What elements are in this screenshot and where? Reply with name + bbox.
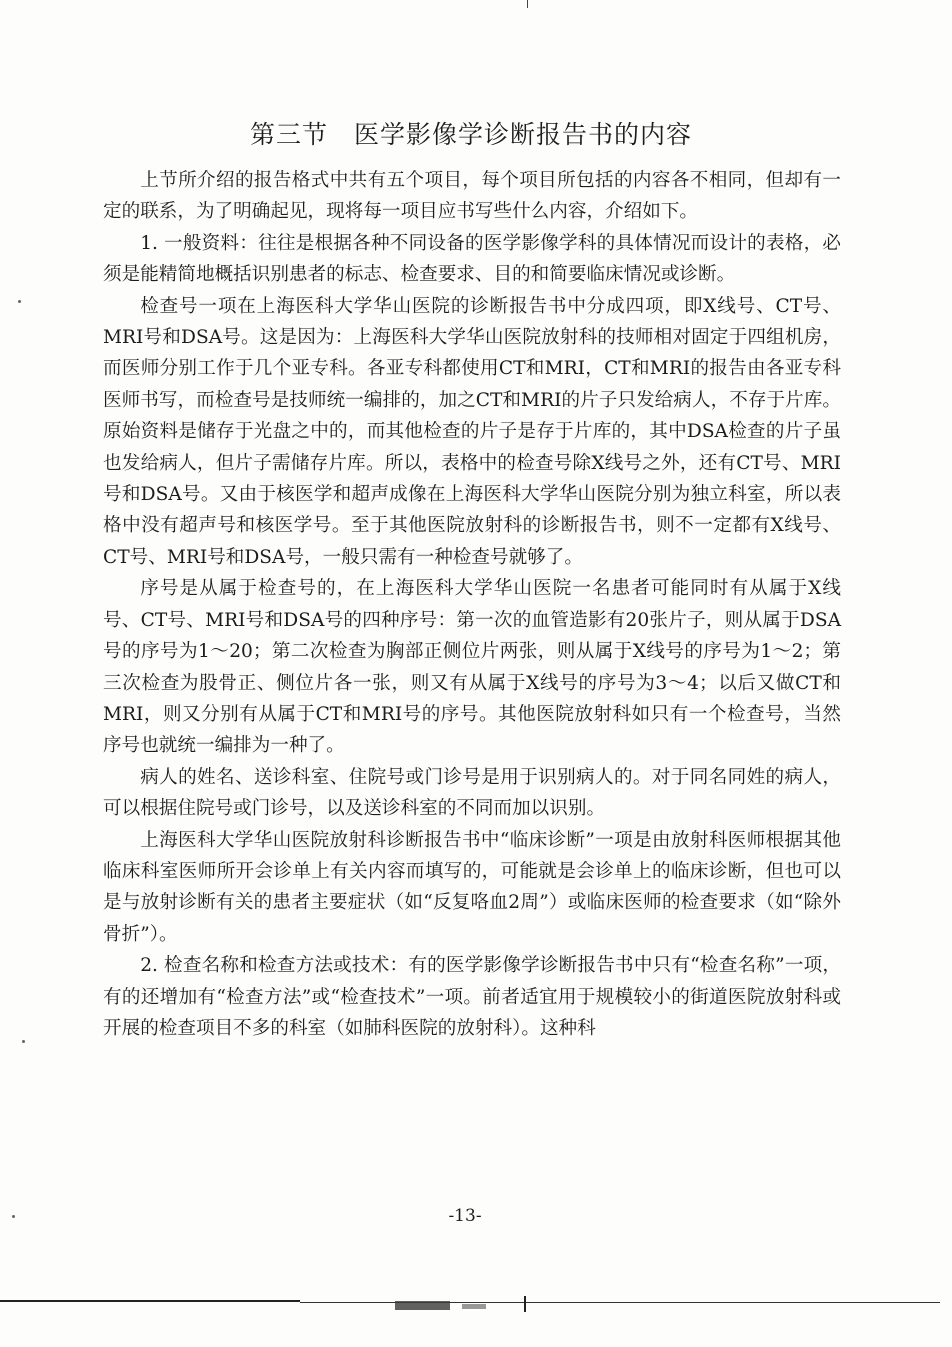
paragraph-exam-name: 2. 检查名称和检查方法或技术：有的医学影像学诊断报告书中只有“检查名称”一项，有的还增加有“检查方法”或“检查技术”一项。前者适宜用于规模较小的街道医院放射科或开展的检查项目不多的科室（如肺科医院的放射科）。这种科 [103, 955, 841, 1039]
paragraph-intro: 上节所介绍的报告格式中共有五个项目，每个项目所包括的内容各不相同，但却有一定的联系，为了明确起见，现将每一项目应书写些什么内容，介绍如下。 [103, 170, 841, 223]
body-text [103, 165, 841, 1044]
paragraph-exam-number: 检查号一项在上海医科大学华山医院的诊断报告书中分成四项，即X线号、CT号、MRI号和DSA号。这是因为：上海医科大学华山医院放射科的技师相对固定于四组机房，而医师分别工作于几个亚专科。各亚专科都使用CT和MRI，CT和MRI的报告由各亚专科医师书写，而检查号是技师统一编排的，加之CT和MRI的片子只发给病人，不存于片库。原始资料是储存于光盘之中的，而其他检查的片子是存于片库的，其中DSA检查的片子虽也发给病人，但片子需储存片库。所以，表格中的检查号除X线号之外，还有CT号、MRI号和DSA号。又由于核医学和超声成像在上海医科大学华山医院分别为独立科室，所以表格中没有超声号和核医学号。至于其他医院放射科的诊断报告书，则不一定都有X线号、CT号、MRI号和DSA号，一般只需有一种检查号就够了。 [103, 295, 841, 568]
scan-mark-top [527, 0, 528, 8]
page-number: -13- [448, 1206, 482, 1226]
scan-mark-bottom [524, 1296, 526, 1312]
bottom-rule [0, 1300, 300, 1302]
paragraph-serial-number: 序号是从属于检查号的，在上海医科大学华山医院一名患者可能同时有从属于X线号、CT号、MRI号和DSA号的四种序号：第一次的血管造影有20张片子，则从属于DSA号的序号为1～20；第二次检查为胸部正侧位片两张，则从属于X线号的序号为1～2；第三次检查为股骨正、侧位片各一张，则又有从属于X线号的序号为3～4；以后又做CT和MRI，则又分别有从属于CT和MRI号的序号。其他医院放射科如只有一个检查号，当然序号也就统一编排为一种了。 [103, 578, 841, 757]
paragraph-patient-id: 病人的姓名、送诊科室、住院号或门诊号是用于识别病人的。对于同名同姓的病人，可以根据住院号或门诊号，以及送诊科室的不同而加以识别。 [103, 766, 841, 820]
paragraph-clinical-diagnosis: 上海医科大学华山医院放射科诊断报告书中“临床诊断”一项是由放射科医师根据其他临床科室医师所开会诊单上有关内容而填写的，可能就是会诊单上的临床诊断，但也可以是与放射诊断有关的患者主要症状（如“反复咯血2周”）或临床医师的检查要求（如“除外骨折”）。 [103, 829, 841, 945]
scan-smudge [462, 1304, 486, 1309]
paragraph-general-info: 1. 一般资料：往往是根据各种不同设备的医学影像学科的具体情况而设计的表格，必须是能精简地概括识别患者的标志、检查要求、目的和简要临床情况或诊断。 [103, 232, 841, 286]
scan-speck [22, 1040, 25, 1043]
scan-smudge [395, 1301, 450, 1310]
scan-speck [12, 1215, 15, 1218]
scan-speck [18, 300, 21, 303]
section-title: 第三节 医学影像学诊断报告书的内容 [250, 120, 693, 149]
